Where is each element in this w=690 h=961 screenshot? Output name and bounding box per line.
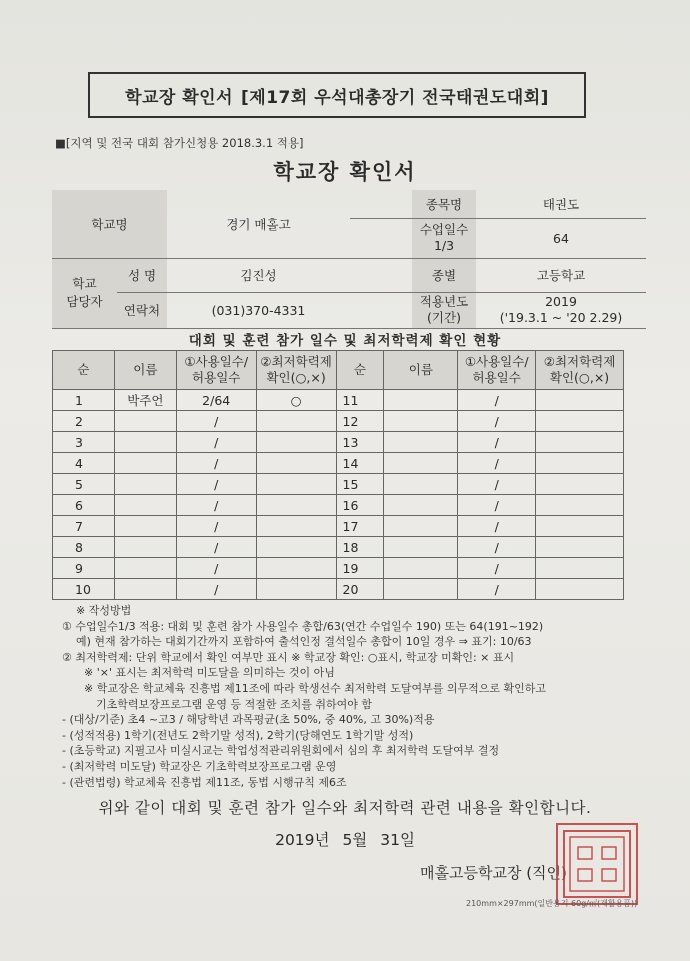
table-row [53,474,624,495]
row-days: / [458,516,536,537]
row-days: / [176,411,256,432]
year-cell [476,292,646,328]
row-days: / [458,474,536,495]
col-no-2: 순 [336,351,384,390]
row-number: 18 [336,537,384,558]
row-name [114,579,176,600]
col-no: 순 [53,351,115,390]
document-title: 학교장 확인서 [273,160,417,184]
row-number: 9 [53,558,115,579]
header-box [88,72,586,118]
row-check [536,432,624,453]
col-name-2: 이름 [384,351,458,390]
name-value: 김진성 [167,258,350,292]
table-row [53,495,624,516]
paper-spec-note: 210mm×297mm(일반용지 60g/㎡(재활용품)) [466,899,638,908]
row-days: / [458,411,536,432]
school-value: 경기 매홀고 [167,190,350,258]
table-row [53,516,624,537]
row-days: / [458,558,536,579]
row-name [114,495,176,516]
row-check [256,453,336,474]
seal-icon [562,829,632,899]
type-label: 종별 [412,258,476,292]
detail-5: - (관련법령) 학교체육 진흥법 제11조, 동법 시행규칙 제6조 [62,775,347,789]
row-check [256,537,336,558]
form-note: ■[지역 및 전국 대회 참가신청용 2018.3.1 적용] [55,136,304,150]
name-label: 성 명 [117,258,167,292]
contact-value: (031)370-4331 [167,292,350,328]
detail-3: - (초등학교) 지필고사 미실시교는 학업성적관리위원회에서 심의 후 최저학력 도달여부 결정 [62,744,500,758]
row-number: 13 [336,432,384,453]
table-row [53,453,624,474]
row-days: / [176,432,256,453]
row-days: 2/64 [176,390,256,411]
row-name [384,453,458,474]
row-number: 16 [336,495,384,516]
year-label: 적용년도 (기간) [412,292,476,328]
row-days: / [458,390,536,411]
row-number: 19 [336,558,384,579]
row-check [536,474,624,495]
date-year: 2019년 [275,831,330,849]
table-row [53,432,624,453]
info-table [52,190,646,329]
year-value: 2019 [545,294,577,309]
row-days: / [176,495,256,516]
official-seal-icon [556,823,638,905]
row-name [384,495,458,516]
row-days: / [458,579,536,600]
row-number: 11 [336,390,384,411]
row-days: / [176,453,256,474]
row-check [256,432,336,453]
col-days: ①사용일수/ 허용일수 [176,351,256,390]
table-row [53,390,624,411]
row-check [256,495,336,516]
row-name [114,558,176,579]
detail-2: - (성적적용) 1학기(전년도 2학기말 성적), 2학기(당해연도 1학기말 성적) [62,728,414,742]
row-days: / [458,495,536,516]
row-number: 12 [336,411,384,432]
row-name [114,411,176,432]
row-check [536,579,624,600]
row-number: 6 [53,495,115,516]
instructions [62,603,662,790]
row-number: 1 [53,390,115,411]
contact-label: 연락처 [117,292,167,328]
col-days-2: ①사용일수/ 허용일수 [458,351,536,390]
row-check [536,537,624,558]
table-row [53,537,624,558]
row-name [114,453,176,474]
row-check [536,516,624,537]
table-row [53,411,624,432]
row-name [384,558,458,579]
col-check: ②최저학력제 확인(○,×) [256,351,336,390]
row-check [256,411,336,432]
instruction-1-example: 예) 현재 참가하는 대회기간까지 포함하여 출석인정 결석일수 총합이 10일 경우 ⇒ 표기: 10/63 [76,635,532,649]
row-name [384,390,458,411]
row-check [536,390,624,411]
event-value: 태권도 [476,190,646,218]
type-value: 고등학교 [476,258,646,292]
date-month: 5월 [342,831,368,849]
row-number: 10 [53,579,115,600]
header-event: [제17회 우석대총장기 전국태권도대회] [241,87,549,108]
row-days: / [176,579,256,600]
header-title: 학교장 확인서 [125,87,234,108]
instructions-title: ※ 작성방법 [76,604,132,617]
participation-table [52,350,624,600]
detail-1: - (대상/기준) 초4 ~고3 / 해당학년 과목평균(초 50%, 중 40%, 고 30%)적용 [62,713,435,727]
row-number: 20 [336,579,384,600]
row-number: 3 [53,432,115,453]
days-value: 64 [476,218,646,258]
instruction-4-cont: 기초학력보장프로그램 운영 등 적절한 조치를 취하여야 함 [96,697,373,711]
school-label: 학교명 [52,190,167,258]
row-number: 5 [53,474,115,495]
row-number: 15 [336,474,384,495]
row-check [256,516,336,537]
row-name [384,411,458,432]
row-name: 박주언 [114,390,176,411]
row-check [256,558,336,579]
row-number: 7 [53,516,115,537]
signature: 매홀고등학교장 (직인) [420,864,567,882]
event-label: 종목명 [412,190,476,218]
row-number: 14 [336,453,384,474]
confirmation-text: 위와 같이 대회 및 훈련 참가 일수와 최저학력 관련 내용을 확인합니다. [98,799,592,817]
row-name [384,579,458,600]
row-check [256,474,336,495]
row-name [114,537,176,558]
row-name [384,516,458,537]
row-days: / [176,474,256,495]
date-day: 31일 [380,831,415,849]
detail-4: - (최저학력 미도달) 학교장은 기초학력보장프로그램 운영 [62,759,337,773]
row-check [536,495,624,516]
instruction-4: ※ 학교장은 학교체육 진흥법 제11조에 따라 학생선수 최저학력 도달여부를 의무적으로 확인하고 [84,681,546,695]
col-check-2: ②최저학력제 확인(○,×) [536,351,624,390]
row-days: / [458,453,536,474]
row-days: / [176,558,256,579]
instruction-1: ① 수업일수1/3 적용: 대회 및 훈련 참가 사용일수 총합/63(연간 수업일수 190) 또는 64(191~192) [62,619,544,633]
row-days: / [176,516,256,537]
row-number: 17 [336,516,384,537]
year-period: ('19.3.1 ~ '20 2.29) [499,310,623,325]
table-row [53,558,624,579]
row-days: / [458,432,536,453]
days-label: 수업일수 1/3 [412,218,476,258]
row-days: / [176,537,256,558]
row-check: ○ [256,390,336,411]
manager-label: 학교 담당자 [52,258,117,328]
instruction-2: ② 최저학력제: 단위 학교에서 확인 여부만 표시 ※ 학교장 확인: ○표시, 학교장 미확인: × 표시 [62,650,515,664]
row-number: 8 [53,537,115,558]
row-check [256,579,336,600]
row-name [384,432,458,453]
row-name [384,537,458,558]
row-check [536,558,624,579]
row-check [536,453,624,474]
row-number: 2 [53,411,115,432]
row-name [114,516,176,537]
row-check [536,411,624,432]
row-name [114,474,176,495]
instruction-3: ※ '×' 표시는 최저학력 미도달을 의미하는 것이 아님 [84,666,335,680]
table-row [53,579,624,600]
row-name [114,432,176,453]
col-name: 이름 [114,351,176,390]
table-title: 대회 및 훈련 참가 일수 및 최저학력제 확인 현황 [188,333,502,349]
row-days: / [458,537,536,558]
row-number: 4 [53,453,115,474]
row-name [384,474,458,495]
